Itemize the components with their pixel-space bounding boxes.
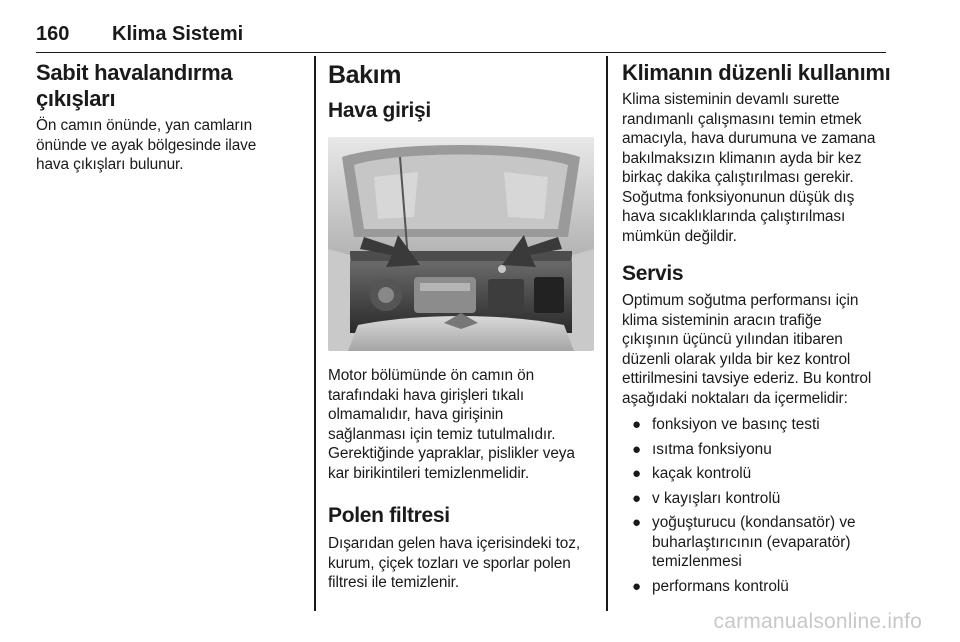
bullet-icon: ●	[632, 489, 642, 507]
text-line: ettirilmesini tavsiye ederiz. Bu kontrol	[622, 370, 872, 387]
service-checklist	[622, 415, 892, 596]
page-number: 160	[36, 23, 70, 45]
text-line: Gerektiğinde yapraklar, pislikler veya	[328, 445, 575, 462]
column-divider-1	[314, 56, 316, 611]
section-title: Klima Sistemi	[112, 23, 244, 45]
service-paragraph	[622, 291, 892, 408]
checklist-item	[622, 415, 892, 435]
checklist-item	[622, 464, 892, 484]
column-divider-2	[606, 56, 608, 611]
text-line: kurum, çiçek tozları ve sporlar polen	[328, 554, 571, 572]
text-line: Ön camın önünde, yan camların	[36, 117, 253, 134]
text-line: önünde ve ayak bölgesinde ilave	[36, 136, 257, 154]
column-regular-use	[622, 60, 892, 601]
bullet-icon: ●	[632, 440, 642, 458]
text-line: sağlanması için temiz tutulmalıdır.	[328, 425, 556, 443]
text-line: olmamalıdır, hava girişinin	[328, 406, 504, 423]
pollen-paragraph	[328, 534, 594, 593]
checklist-item-text: fonksiyon ve basınç testi	[652, 416, 820, 433]
watermark: carmanualsonline.info	[713, 610, 922, 633]
text-line: Motor bölümünde ön camın ön	[328, 367, 535, 384]
usage-paragraph	[622, 90, 892, 246]
heading-regular-use: Klimanın düzenli kullanımı	[622, 60, 891, 85]
text-line: tarafındaki hava girişleri tıkalı	[328, 386, 525, 404]
heading-fixed-vents: Sabit havalandırma çıkışları	[36, 60, 233, 111]
text-line: kar birikintileri temizlenmelidir.	[328, 464, 530, 482]
checklist-item	[622, 489, 892, 509]
checklist-item	[622, 513, 892, 572]
bullet-icon: ●	[632, 514, 642, 531]
text-line: aşağıdaki noktaları da içermelidir:	[622, 389, 848, 407]
text-line: amacıyla, hava durumuna ve zamana	[622, 130, 876, 147]
text-line: Soğutma fonksiyonunun düşük dış	[622, 188, 855, 206]
text-line: hava sıcaklıklarında çalıştırılması	[622, 208, 846, 225]
text-line: Dışarıdan gelen hava içerisindeki toz,	[328, 535, 580, 552]
checklist-item	[622, 440, 892, 460]
vents-paragraph	[36, 116, 308, 175]
checklist-item-text: kaçak kontrolü	[652, 465, 752, 482]
text-line: klima sisteminin aracın trafiğe	[622, 311, 822, 329]
heading-maintenance: Bakım	[328, 61, 402, 89]
text-line: düzenli olarak yılda bir kez kontrol	[622, 350, 851, 368]
checklist-item-text: buharlaştırıcının (evaparatör)	[652, 533, 851, 551]
checklist-item-text: v kayışları kontrolü	[652, 489, 781, 507]
checklist-item	[622, 577, 892, 597]
checklist-item-text: yoğuşturucu (kondansatör) ve	[652, 514, 856, 531]
heading-air-intake: Hava girişi	[328, 99, 431, 122]
text-line: randımanlı çalışmasını temin etmek	[622, 110, 862, 128]
text-line: Optimum soğutma performansı için	[622, 292, 859, 309]
text-line: bakılmaksızın klimanın ayda bir kez	[622, 149, 862, 167]
text-line: mümkün değildir.	[622, 227, 737, 245]
heading-pollen-filter: Polen filtresi	[328, 504, 450, 527]
checklist-item-text: performans kontrolü	[652, 577, 789, 595]
bullet-icon: ●	[632, 577, 642, 595]
heading-service: Servis	[622, 262, 684, 285]
checklist-item-text: ısıtma fonksiyonu	[652, 440, 772, 458]
column-maintenance	[328, 60, 594, 593]
engine-bay-photo	[328, 137, 594, 351]
bullet-icon: ●	[632, 416, 642, 433]
text-line: çıkışının üçüncü yılından itibaren	[622, 331, 843, 348]
text-line: filtresi ile temizlenir.	[328, 574, 460, 591]
checklist-item-text: temizlenmesi	[652, 553, 742, 570]
air-intake-paragraph	[328, 366, 594, 483]
column-ventilation	[36, 60, 308, 175]
text-line: Klima sisteminin devamlı surette	[622, 91, 840, 108]
bullet-icon: ●	[632, 465, 642, 482]
page-header	[36, 20, 886, 53]
text-line: hava çıkışları bulunur.	[36, 156, 184, 173]
text-line: birkaç dakika çalıştırılması gerekir.	[622, 169, 854, 186]
